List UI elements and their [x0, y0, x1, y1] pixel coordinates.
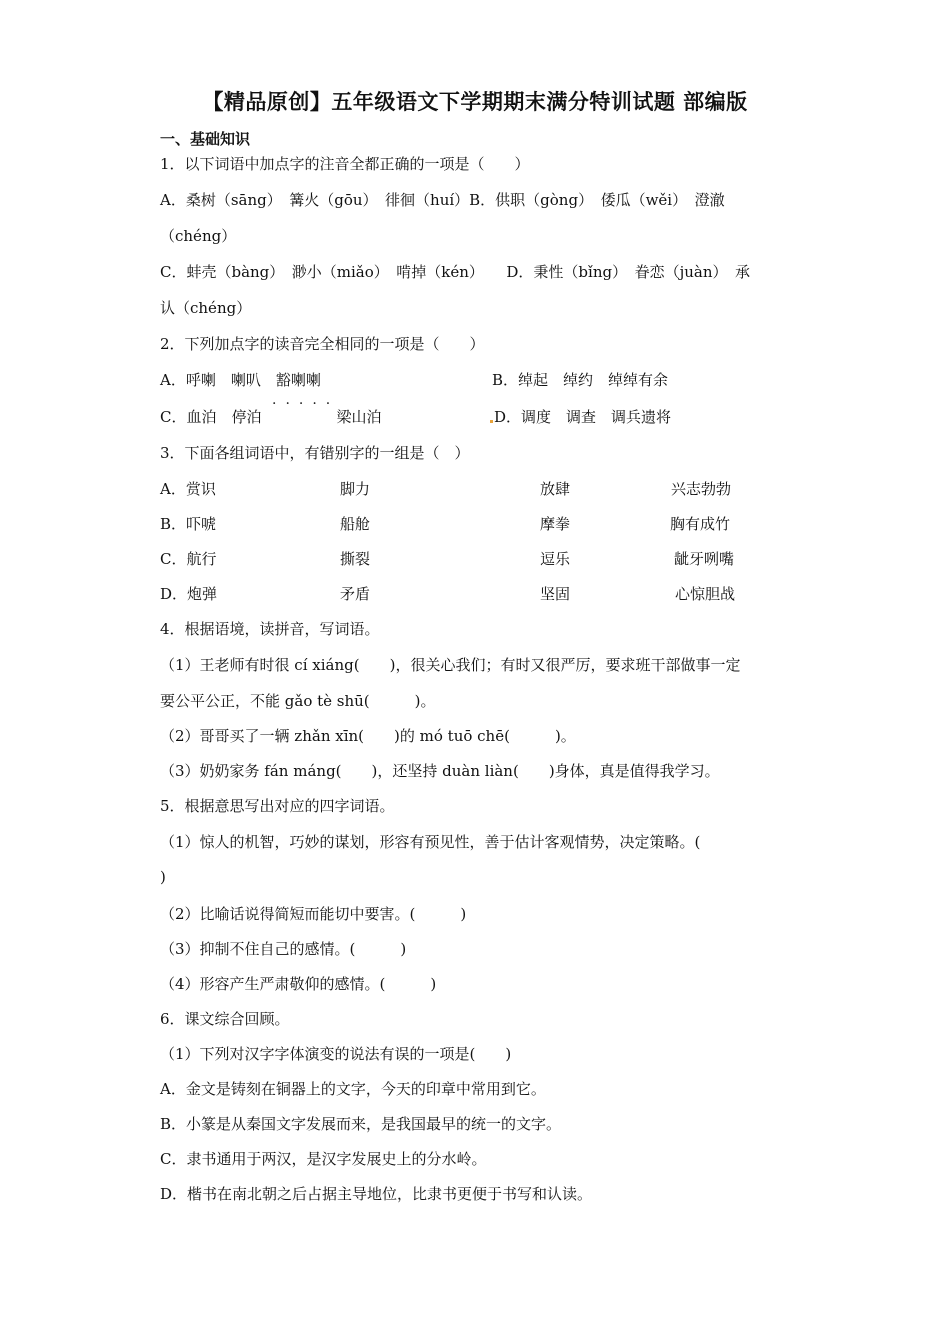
- q2-option-c: C．血泊 停泊 梁山泊: [160, 408, 382, 426]
- q3-row-a-col1: A．赏识: [160, 480, 216, 498]
- q2-option-a: A．呼喇 喇叭 豁喇喇: [160, 371, 321, 389]
- q5-stem: 5．根据意思写出对应的四字词语。: [160, 797, 395, 815]
- q1-options-cd: C．蚌壳（bàng） 渺小（miǎo） 啃掉（kén） D．秉性（bǐng） 眷恋（juàn） 承: [160, 263, 751, 281]
- q2-stem: 2．下列加点字的读音完全相同的一项是（ ）: [160, 335, 485, 353]
- q6-option-d: D．楷书在南北朝之后占据主导地位，比隶书更便于书写和认读。: [160, 1185, 593, 1203]
- emphasis-dots: ·····: [272, 396, 340, 412]
- page-title: 【精品原创】五年级语文下学期期末满分特训试题 部编版: [202, 90, 748, 114]
- q6-option-c: C．隶书通用于两汉，是汉字发展史上的分水岭。: [160, 1150, 487, 1168]
- q5-item-1: （1）惊人的机智，巧妙的谋划，形容有预见性，善于估计客观情势，决定策略。(: [160, 833, 701, 851]
- q3-row-d-col1: D．炮弹: [160, 585, 218, 603]
- q3-row-c-col2: 撕裂: [340, 550, 371, 568]
- q5-item-4: （4）形容产生严肃敬仰的感情。( ): [160, 975, 437, 993]
- q1-options-ab: A．桑树（sāng） 篝火（gōu） 徘徊（huí）B．供职（gòng） 倭瓜（wěi） 澄澈: [160, 191, 725, 209]
- q4-item-2: （2）哥哥买了一辆 zhǎn xīn( )的 mó tuō chē( )。: [160, 727, 576, 745]
- q3-row-c-col3: 逗乐: [540, 550, 571, 568]
- q3-row-b-col3: 摩拳: [540, 515, 571, 533]
- q3-row-a-col2: 脚力: [340, 480, 371, 498]
- q1-options-cd-cont: 认（chéng）: [160, 299, 252, 317]
- q3-row-b-col2: 船舱: [340, 515, 371, 533]
- cursor-mark: [490, 420, 493, 423]
- q3-row-b-col1: B．吓唬: [160, 515, 217, 533]
- q3-stem: 3．下面各组词语中，有错别字的一组是（ ）: [160, 444, 470, 462]
- q3-row-a-col4: 兴志勃勃: [671, 480, 732, 498]
- q5-item-2: （2）比喻话说得简短而能切中要害。( ): [160, 905, 467, 923]
- q3-row-b-col4: 胸有成竹: [670, 515, 731, 533]
- q6-option-a: A．金文是铸刻在铜器上的文字，今天的印章中常用到它。: [160, 1080, 546, 1098]
- q2-option-b: B．绰起 绰约 绰绰有余: [492, 371, 669, 389]
- q1-stem: 1．以下词语中加点字的注音全都正确的一项是（ ）: [160, 155, 530, 173]
- q1-options-ab-cont: （chéng）: [160, 227, 237, 245]
- q3-row-d-col3: 坚固: [540, 585, 571, 603]
- q6-option-b: B．小篆是从秦国文字发展而来，是我国最早的统一的文字。: [160, 1115, 562, 1133]
- q3-row-a-col3: 放肆: [540, 480, 571, 498]
- q4-stem: 4．根据语境，读拼音，写词语。: [160, 620, 380, 638]
- q3-row-d-col4: 心惊胆战: [675, 585, 736, 603]
- q3-row-c-col1: C．航行: [160, 550, 217, 568]
- q3-row-c-col4: 龇牙咧嘴: [674, 550, 735, 568]
- q5-item-3: （3）抑制不住自己的感情。( ): [160, 940, 407, 958]
- q5-item-1-cont: ): [160, 868, 166, 886]
- q3-row-d-col2: 矛盾: [340, 585, 371, 603]
- q4-item-3: （3）奶奶家务 fán máng( )，还坚持 duàn liàn( )身体，真是值得我学习。: [160, 762, 720, 780]
- section-heading: 一、基础知识: [160, 130, 251, 148]
- q4-item-1: （1）王老师有时很 cí xiáng( )，很关心我们；有时又很严厉，要求班干部做事一定: [160, 656, 741, 674]
- q6-sub-1: （1）下列对汉字字体演变的说法有误的一项是( ): [160, 1045, 512, 1063]
- q6-stem: 6．课文综合回顾。: [160, 1010, 290, 1028]
- q4-item-1-cont: 要公平公正，不能 gǎo tè shū( )。: [160, 692, 436, 710]
- q2-option-d: D．调度 调查 调兵遗将: [494, 408, 672, 426]
